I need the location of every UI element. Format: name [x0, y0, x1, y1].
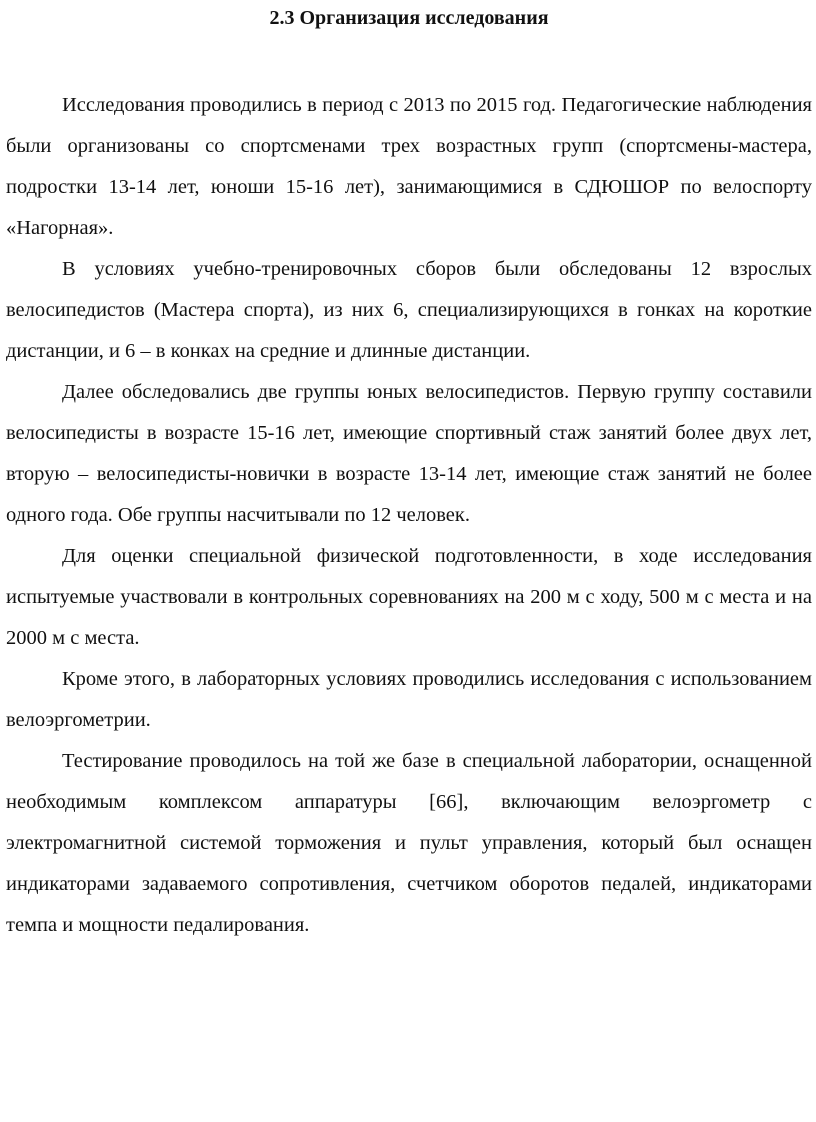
paragraph-young-cyclists: Далее обследовались две группы юных велосипедистов. Первую группу составили велосипедисты в возрасте 15-16 лет, имеющие спортивный стаж занятий более двух лет, вторую – велосипедисты-новички в возрасте 13-14 лет, имеющие стаж занятий не более одного года. Обе группы насчитывали по 12 человек.	[6, 381, 812, 526]
paragraph-testing-equipment: Тестирование проводилось на той же базе в специальной лаборатории, оснащенной необходимым комплексом аппаратуры [66], включающим велоэргометр с электромагнитной системой торможения и пульт управления, который был оснащен индикаторами задаваемого сопротивления, счетчиком оборотов педалей, индикаторами темпа и мощности педалирования.	[6, 750, 812, 936]
paragraph-control-races: Для оценки специальной физической подготовленности, в ходе исследования испытуемые участвовали в контрольных соревнованиях на 200 м с ходу, 500 м с места и на 2000 м с места.	[6, 545, 812, 649]
body-text	[6, 85, 812, 946]
paragraph-lab-studies: Кроме этого, в лабораторных условиях проводились исследования с использованием велоэргометрии.	[6, 668, 812, 731]
section-heading: 2.3 Организация исследования	[269, 7, 549, 29]
paragraph-adult-cyclists: В условиях учебно-тренировочных сборов были обследованы 12 взрослых велосипедистов (Мастера спорта), из них 6, специализирующихся в гонках на короткие дистанции, и 6 – в конках на средние и длинные дистанции.	[6, 258, 812, 362]
paragraph-study-period: Исследования проводились в период с 2013 по 2015 год. Педагогические наблюдения были организованы со спортсменами трех возрастных групп (спортсмены-мастера, подростки 13-14 лет, юноши 15-16 лет), занимающимися в СДЮШОР по велоспорту «Нагорная».	[6, 94, 812, 239]
